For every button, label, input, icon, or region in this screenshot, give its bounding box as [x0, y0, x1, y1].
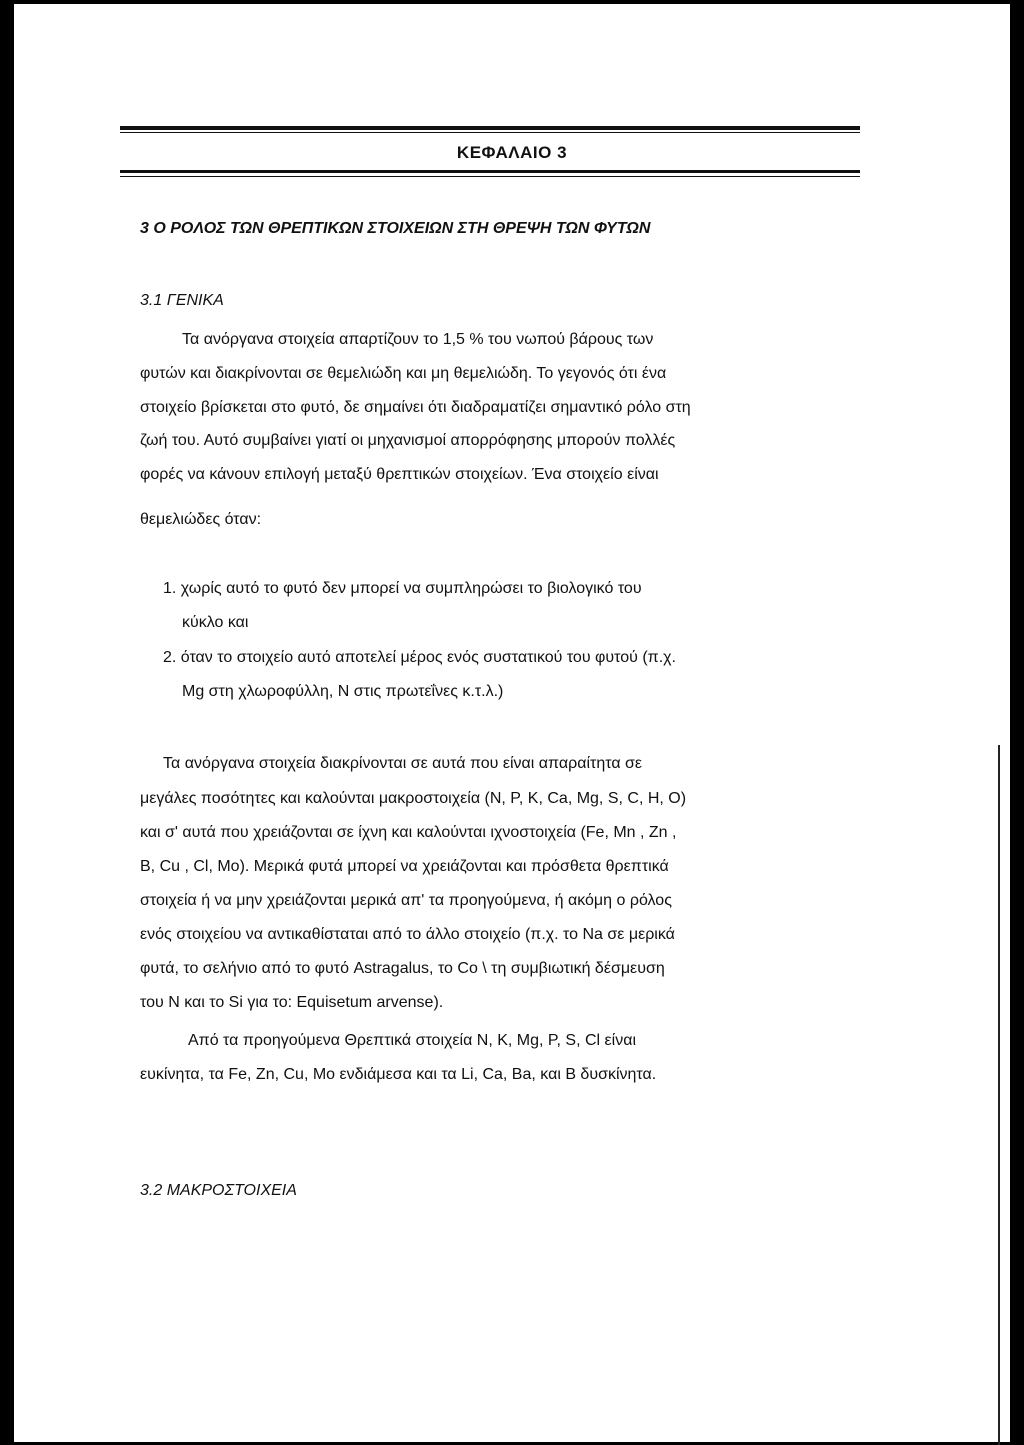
header-rule-top-thin [120, 132, 860, 133]
section-heading-3-2: 3.2 ΜΑΚΡΟΣΤΟΙΧΕΙΑ [140, 1182, 297, 1199]
list-item: 2. όταν το στοιχείο αυτό αποτελεί μέρος ενός συστατικού του φυτού (π.χ. [163, 649, 676, 666]
paragraph-line: φορές να κάνουν επιλογή μεταξύ θρεπτικών στοιχείων. Ένα στοιχείο είναι [140, 466, 659, 483]
paragraph-line: θεμελιώδες όταν: [140, 511, 262, 528]
paragraph-line: στοιχείο βρίσκεται στο φυτό, δε σημαίνει ότι διαδραματίζει σημαντικό ρόλο στη [140, 399, 691, 416]
paragraph-line: Τα ανόργανα στοιχεία απαρτίζουν το 1,5 % του νωπού βάρους των [182, 331, 654, 348]
paragraph-line: στοιχεία ή να μην χρειάζονται μερικά απ' τα προηγούμενα, ή ακόμη ο ρόλος [140, 892, 672, 909]
paragraph-line: ενός στοιχείου να αντικαθίσταται από το άλλο στοιχείο (π.χ. το Na σε μερικά [140, 926, 675, 943]
paragraph-line: μεγάλες ποσότητες και καλούνται μακροστοιχεία (Ν, Ρ, Κ, Ca, Mg, S, C, H, O) [140, 790, 687, 807]
header-rule-bottom [120, 170, 860, 173]
paragraph-line: του Ν και το Si για το: Equisetum arvense). [140, 994, 444, 1011]
paragraph-line: και σ' αυτά που χρειάζονται σε ίχνη και καλούνται ιχνοστοιχεία (Fe, Mn , Zn , [140, 824, 677, 841]
section-heading-3-1: 3.1 ΓΕΝΙΚΑ [140, 292, 224, 309]
paragraph-line: φυτά, το σελήνιο από το φυτό Astragalus, το Co \ τη συμβιωτική δέσμευση [140, 960, 665, 977]
paragraph-line: ευκίνητα, τα Fe, Zn, Cu, Mo ενδιάμεσα και τα Li, Ca, Ba, και Β δυσκίνητα. [140, 1066, 657, 1083]
main-title: 3 Ο ΡΟΛΟΣ ΤΩΝ ΘΡΕΠΤΙΚΩΝ ΣΤΟΙΧΕΙΩΝ ΣΤΗ ΘΡΕΨΗ ΤΩΝ ΦΥΤΩΝ [140, 220, 651, 237]
list-item-continuation: κύκλο και [182, 614, 249, 631]
list-item-continuation: Mg στη χλωροφύλλη, Ν στις πρωτεΐνες κ.τ.λ.) [182, 683, 504, 700]
header-rule-bottom-thin [120, 176, 860, 177]
header-rule-top [120, 126, 860, 130]
chapter-title: ΚΕΦΑΛΑΙΟ 3 [456, 143, 568, 162]
paragraph-line: Από τα προηγούμενα Θρεπτικά στοιχεία Ν, Κ, Mg, Ρ, S, Cl είναι [188, 1032, 637, 1049]
paragraph-line: Τα ανόργανα στοιχεία διακρίνονται σε αυτά που είναι απαραίτητα σε [163, 755, 643, 772]
paragraph-line: φυτών και διακρίνονται σε θεμελιώδη και μη θεμελιώδη. Το γεγονός ότι ένα [140, 365, 667, 382]
page-edge-line [998, 745, 1000, 1445]
paragraph-line: B, Cu , Cl, Mo). Μερικά φυτά μπορεί να χρειάζονται και πρόσθετα θρεπτικά [140, 858, 669, 875]
list-item: 1. χωρίς αυτό το φυτό δεν μπορεί να συμπληρώσει το βιολογικό του [163, 580, 642, 597]
paragraph-line: ζωή του. Αυτό συμβαίνει γιατί οι μηχανισμοί απορρόφησης μπορούν πολλές [140, 432, 676, 449]
